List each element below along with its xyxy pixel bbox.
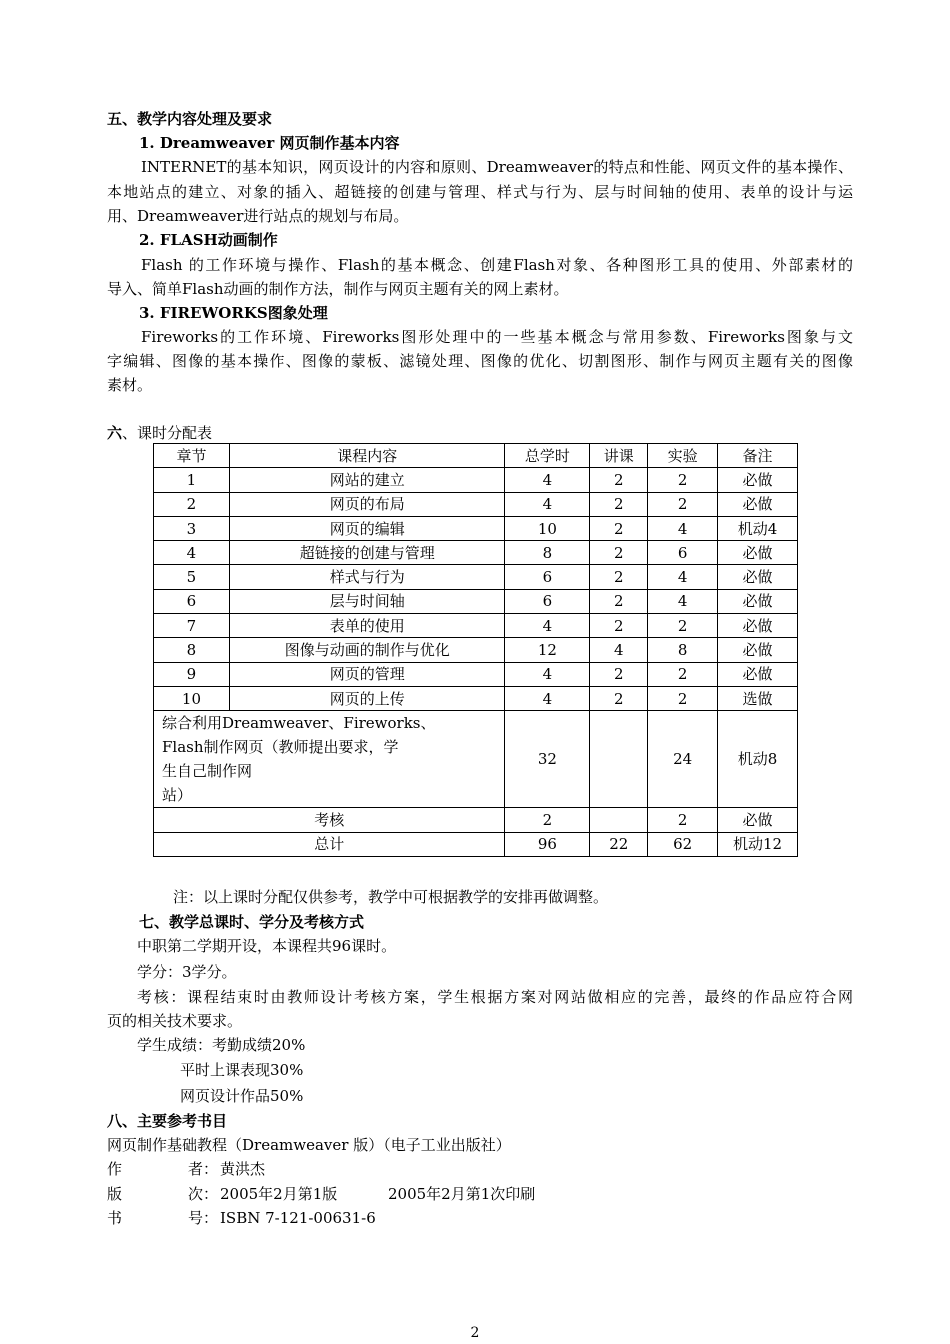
section6-heading-number: 六 (107, 424, 123, 442)
table-footnote: 注：以上课时分配仅供参考，教学中可根据教学的安排再做调整。 (173, 888, 609, 906)
header-total-hours: 总学时 (505, 444, 590, 468)
section5-sub2-line1: Flash 的工作环境与操作、Flash的基本概念、创建Flash对象、各种图形工具的使用、外部素材的 (141, 256, 853, 274)
reference-author-label-end: 者： (188, 1160, 219, 1178)
cell-lab: 2 (648, 808, 718, 832)
cell-content: 图像与动画的制作与优化 (229, 638, 505, 662)
cell-lab: 62 (648, 832, 718, 856)
table-row (154, 686, 798, 710)
cell-chapter: 3 (154, 516, 230, 540)
cell-lecture: 2 (590, 614, 648, 638)
cell-note: 必做 (718, 468, 798, 492)
section7-line7: 网页设计作品50% (180, 1087, 304, 1105)
section5-sub1-title: 1. Dreamweaver 网页制作基本内容 (139, 134, 400, 152)
cell-total: 2 (505, 808, 590, 832)
cell-sum-label: 总计 (154, 832, 505, 856)
cell-total: 96 (505, 832, 590, 856)
cell-chapter: 9 (154, 662, 230, 686)
reference-edition-label-end: 次： (188, 1185, 219, 1203)
header-lecture: 讲课 (590, 444, 648, 468)
header-lab: 实验 (648, 444, 718, 468)
hours-table (153, 443, 798, 857)
reference-author-label: 作 (107, 1160, 123, 1178)
cell-note: 必做 (718, 589, 798, 613)
cell-lecture: 2 (590, 516, 648, 540)
table-header-row (154, 444, 798, 468)
reference-book-title: 网页制作基础教程（Dreamweaver 版）（电子工业出版社） (107, 1136, 511, 1154)
cell-chapter: 5 (154, 565, 230, 589)
section8-heading: 八、主要参考书目 (107, 1112, 228, 1130)
table-row (154, 662, 798, 686)
table-row (154, 638, 798, 662)
section7-line1: 中职第二学期开设，本课程共96课时。 (137, 937, 397, 955)
cell-lab: 2 (648, 686, 718, 710)
table-row (154, 516, 798, 540)
section7-line3: 考核：课程结束时由教师设计考核方案，学生根据方案对网站做相应的完善，最终的作品应符合网 (137, 988, 853, 1006)
cell-lecture: 22 (590, 832, 648, 856)
reference-isbn-label-end: 号： (188, 1209, 219, 1227)
cell-note: 必做 (718, 808, 798, 832)
header-content: 课程内容 (229, 444, 505, 468)
cell-lab: 2 (648, 468, 718, 492)
cell-total: 8 (505, 541, 590, 565)
cell-lab: 2 (648, 614, 718, 638)
cell-content: 样式与行为 (229, 565, 505, 589)
reference-author-value: 黄洪杰 (220, 1160, 266, 1178)
cell-note: 必做 (718, 662, 798, 686)
page-number: 2 (470, 1325, 480, 1341)
reference-isbn-label: 书 (107, 1209, 123, 1227)
section6-heading (107, 421, 212, 445)
section5-sub2-line2: 导入、简单Flash动画的制作方法，制作与网页主题有关的网上素材。 (107, 280, 569, 298)
cell-content: 表单的使用 (229, 614, 505, 638)
cell-total: 4 (505, 492, 590, 516)
section5-sub1-line2: 本地站点的建立、对象的插入、超链接的创建与管理、样式与行为、层与时间轴的使用、表单的设计与运 (107, 183, 853, 201)
cell-chapter: 10 (154, 686, 230, 710)
cell-total: 10 (505, 516, 590, 540)
cell-lab: 6 (648, 541, 718, 565)
cell-chapter: 8 (154, 638, 230, 662)
cell-total: 32 (505, 711, 590, 808)
cell-lecture: 2 (590, 686, 648, 710)
cell-note: 必做 (718, 541, 798, 565)
combo-line4: 站） (162, 786, 193, 805)
reference-printing-value: 2005年2月第1次印刷 (388, 1185, 536, 1203)
cell-total: 4 (505, 614, 590, 638)
section7-line2: 学分：3学分。 (137, 963, 237, 981)
cell-chapter: 4 (154, 541, 230, 565)
cell-content: 层与时间轴 (229, 589, 505, 613)
section5-sub3-line1: Fireworks的工作环境、Fireworks图形处理中的一些基本概念与常用参数、Fireworks图象与文 (141, 328, 853, 346)
table-row-exam (154, 808, 798, 832)
cell-lecture: 2 (590, 541, 648, 565)
section7-line4: 页的相关技术要求。 (107, 1012, 243, 1030)
cell-lecture: 2 (590, 492, 648, 516)
cell-note: 必做 (718, 638, 798, 662)
cell-note: 选做 (718, 686, 798, 710)
cell-content: 超链接的创建与管理 (229, 541, 505, 565)
cell-total: 12 (505, 638, 590, 662)
cell-lecture: 2 (590, 565, 648, 589)
cell-note: 机动4 (718, 516, 798, 540)
table-row-combo (154, 711, 798, 808)
section5-heading: 五、教学内容处理及要求 (107, 110, 273, 128)
table-row (154, 589, 798, 613)
section7-line5: 学生成绩：考勤成绩20% (137, 1036, 306, 1054)
cell-note: 机动8 (718, 711, 798, 808)
cell-lecture: 2 (590, 589, 648, 613)
reference-isbn-value: ISBN 7-121-00631-6 (220, 1209, 376, 1227)
table-row (154, 565, 798, 589)
header-chapter: 章节 (154, 444, 230, 468)
cell-note: 机动12 (718, 832, 798, 856)
cell-lecture: 4 (590, 638, 648, 662)
section5-sub3-title: 3. FIREWORKS图象处理 (139, 304, 328, 322)
cell-chapter: 7 (154, 614, 230, 638)
cell-total: 4 (505, 686, 590, 710)
cell-chapter: 2 (154, 492, 230, 516)
cell-note: 必做 (718, 492, 798, 516)
cell-total: 4 (505, 662, 590, 686)
cell-note: 必做 (718, 565, 798, 589)
cell-lab: 8 (648, 638, 718, 662)
combo-line1: 综合利用Dreamweaver、Fireworks、 (162, 714, 436, 733)
section7-heading: 七、教学总课时、学分及考核方式 (139, 913, 365, 931)
section5-sub1-line1: INTERNET的基本知识，网页设计的内容和原则、Dreamweaver的特点和性能、网页文件的基本操作、 (141, 158, 853, 176)
cell-content: 网页的管理 (229, 662, 505, 686)
cell-lab: 4 (648, 516, 718, 540)
cell-total: 4 (505, 468, 590, 492)
cell-lecture: 2 (590, 662, 648, 686)
header-note: 备注 (718, 444, 798, 468)
cell-lab: 24 (648, 711, 718, 808)
cell-note: 必做 (718, 614, 798, 638)
cell-lecture: 2 (590, 468, 648, 492)
cell-content: 网页的布局 (229, 492, 505, 516)
section5-sub3-line2: 字编辑、图像的基本操作、图像的蒙板、滤镜处理、图像的优化、切割图形、制作与网页主题有关的图像 (107, 352, 853, 370)
cell-chapter: 1 (154, 468, 230, 492)
reference-edition-label: 版 (107, 1185, 123, 1203)
section7-line6: 平时上课表现30% (180, 1061, 304, 1079)
cell-content: 网页的上传 (229, 686, 505, 710)
cell-lab: 4 (648, 589, 718, 613)
table-row (154, 468, 798, 492)
table-row (154, 541, 798, 565)
section5-sub1-line3: 用、Dreamweaver进行站点的规划与布局。 (107, 207, 409, 225)
cell-content: 网站的建立 (229, 468, 505, 492)
cell-lab: 4 (648, 565, 718, 589)
table-row (154, 614, 798, 638)
cell-total: 6 (505, 589, 590, 613)
cell-lab: 2 (648, 662, 718, 686)
cell-total: 6 (505, 565, 590, 589)
cell-exam-label: 考核 (154, 808, 505, 832)
combo-line2: Flash制作网页（教师提出要求，学 (162, 738, 399, 757)
section6-heading-text: 、课时分配表 (122, 424, 213, 442)
cell-lecture (590, 711, 648, 808)
cell-lab: 2 (648, 492, 718, 516)
combo-line3: 生自己制作网 (162, 762, 253, 781)
cell-lecture (590, 808, 648, 832)
section5-sub3-line3: 素材。 (107, 376, 153, 394)
table-row-sum (154, 832, 798, 856)
table-row (154, 492, 798, 516)
section5-sub2-title: 2. FLASH动画制作 (139, 231, 278, 249)
cell-content: 网页的编辑 (229, 516, 505, 540)
cell-chapter: 6 (154, 589, 230, 613)
reference-edition-value: 2005年2月第1版 (220, 1185, 338, 1203)
cell-combo-content (154, 711, 505, 808)
